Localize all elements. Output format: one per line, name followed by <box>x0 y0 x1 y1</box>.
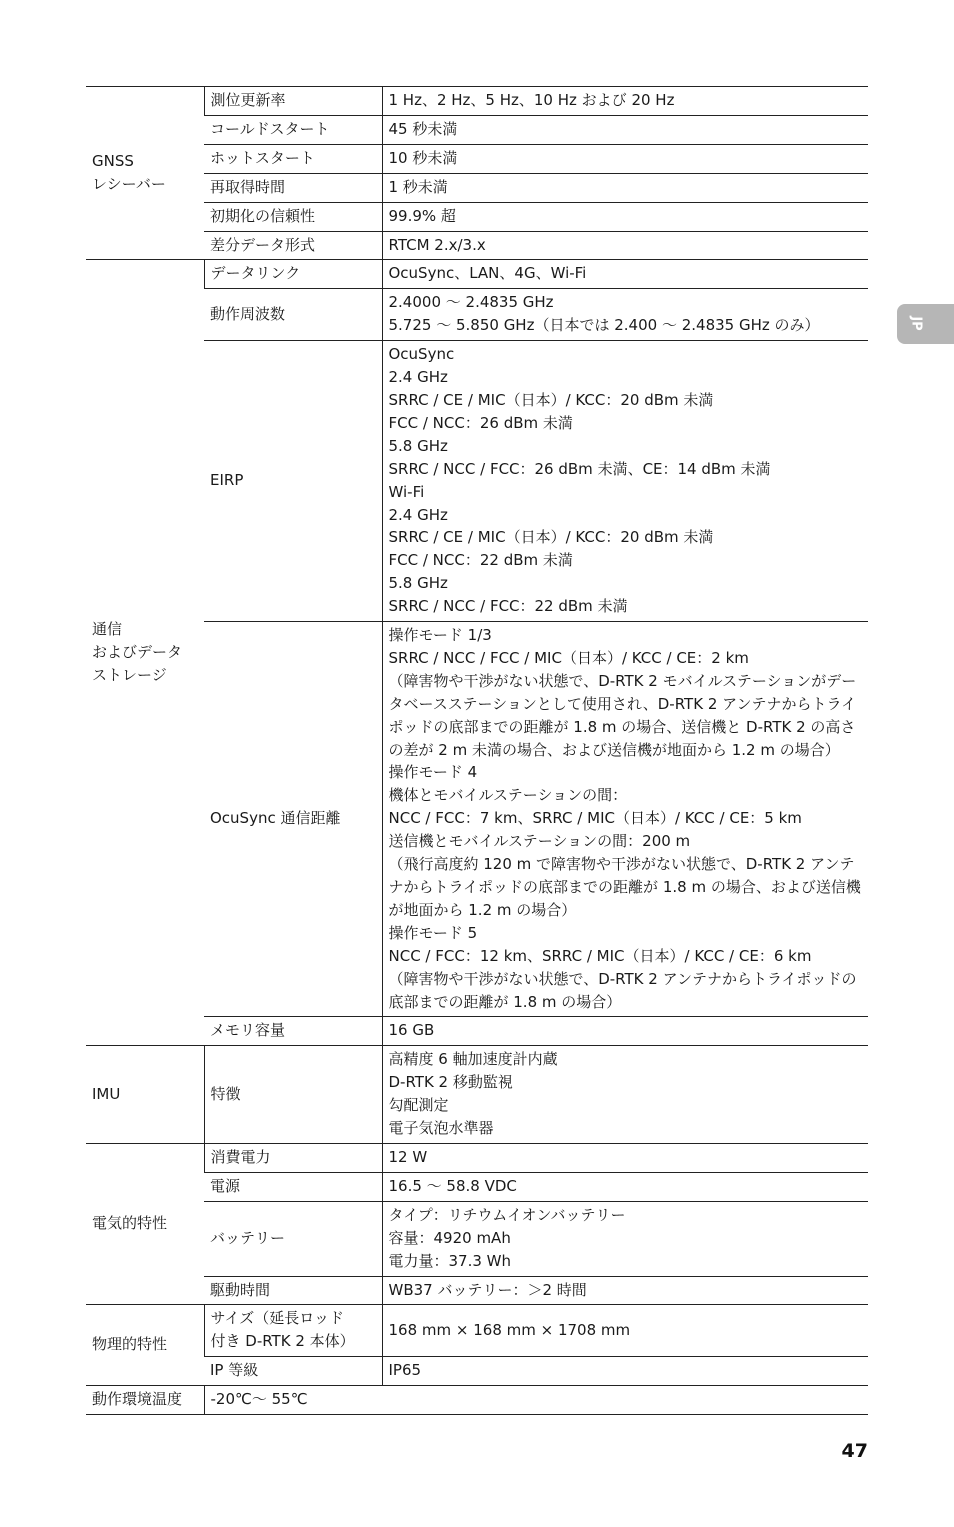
spec-label-cell <box>204 231 382 260</box>
cell-line: 16.5 〜 58.8 VDC <box>388 1176 517 1195</box>
spec-value-cell <box>382 231 868 260</box>
cell-line: コールドスタート <box>210 119 330 138</box>
cell-line: SRRC / NCC / FCC / MIC（日本）/ KCC / CE：2 km <box>388 648 749 667</box>
cell-line: 通信 <box>92 620 123 639</box>
specifications-body <box>86 87 868 1415</box>
table-row <box>86 341 868 622</box>
table-row <box>86 87 868 116</box>
cell-line: タイプ：リチウムイオンバッテリー <box>388 1205 626 1224</box>
spec-value-cell <box>382 115 868 144</box>
cell-line: （障害物や干渉がない状態で、D-RTK 2 モバイルステーションがデータベースステーションとして使用され、D-RTK 2 アンテナからトライポッドの底部までの距離が 1.8 m の場合、送信機と D-RTK 2 の高さの差が 2 m 未満の場合、および送信機が地面から 1.2 m の場合） <box>388 671 857 759</box>
spec-label-cell <box>204 1017 382 1046</box>
cell-line: 操作モード 1/3 <box>388 626 492 645</box>
spec-value-cell <box>382 260 868 289</box>
table-row <box>86 622 868 1017</box>
spec-label-cell <box>204 622 382 1017</box>
category-cell <box>86 1143 204 1304</box>
cell-line: 10 秒未満 <box>388 148 458 167</box>
cell-line: D-RTK 2 移動監視 <box>388 1073 513 1092</box>
cell-line: WB37 バッテリー：＞2 時間 <box>388 1280 587 1299</box>
spec-label-cell <box>204 260 382 289</box>
cell-line: 動作周波数 <box>210 304 286 323</box>
language-side-tab[interactable] <box>897 304 954 344</box>
spec-value-cell <box>382 622 868 1017</box>
cell-line: 駆動時間 <box>210 1280 271 1299</box>
cell-line: 電子気泡水準器 <box>388 1119 494 1138</box>
category-cell <box>86 87 204 260</box>
category-cell <box>86 1046 204 1144</box>
cell-line: RTCM 2.x/3.x <box>388 235 486 254</box>
table-row <box>86 260 868 289</box>
spec-value-cell <box>382 1143 868 1172</box>
cell-line: 5.725 〜 5.850 GHz（日本では 2.400 〜 2.4835 GHz のみ） <box>388 316 820 335</box>
cell-line: 高精度 6 軸加速度計内蔵 <box>388 1050 558 1069</box>
cell-line: バッテリー <box>210 1228 286 1247</box>
table-row <box>86 1017 868 1046</box>
table-row <box>86 1201 868 1276</box>
table-row <box>86 1386 868 1415</box>
spec-value-cell <box>382 1201 868 1276</box>
cell-line: ストレージ <box>92 665 167 684</box>
cell-line: IMU <box>92 1084 121 1103</box>
spec-value-cell <box>382 1172 868 1201</box>
category-cell <box>86 260 204 1046</box>
cell-line: 5.8 GHz <box>388 574 448 593</box>
cell-line: 測位更新率 <box>210 91 286 109</box>
cell-line: 操作モード 4 <box>388 763 478 782</box>
spec-label-cell <box>204 1357 382 1386</box>
cell-line: レシーバー <box>92 174 166 193</box>
cell-line: （障害物や干渉がない状態で、D-RTK 2 アンテナからトライポッドの底部までの距離が 1.8 m の場合） <box>388 969 857 1011</box>
spec-value-cell <box>382 1046 868 1144</box>
cell-line: FCC / NCC：22 dBm 未満 <box>388 551 573 570</box>
table-row <box>86 173 868 202</box>
cell-line: サイズ（延長ロッド <box>210 1309 345 1328</box>
cell-line: 送信機とモバイルステーションの間：200 m <box>388 832 691 851</box>
cell-line: 動作環境温度 <box>92 1390 183 1409</box>
spec-label-cell <box>204 1046 382 1144</box>
cell-line: 2.4000 〜 2.4835 GHz <box>388 293 554 312</box>
spec-value-cell <box>382 289 868 341</box>
cell-line: 物理的特性 <box>92 1335 168 1354</box>
cell-line: ホットスタート <box>210 148 315 167</box>
spec-value-cell <box>382 144 868 173</box>
cell-line: 勾配測定 <box>388 1096 449 1115</box>
cell-line: FCC / NCC：26 dBm 未満 <box>388 413 573 432</box>
table-row <box>86 231 868 260</box>
spec-value-cell <box>382 87 868 116</box>
spec-label-cell <box>204 1305 382 1357</box>
spec-label-cell <box>204 202 382 231</box>
spec-label-cell <box>204 1386 868 1415</box>
cell-line: 消費電力 <box>210 1147 271 1166</box>
table-row <box>86 115 868 144</box>
table-row <box>86 1276 868 1305</box>
spec-value-cell <box>382 173 868 202</box>
cell-line: EIRP <box>210 471 244 490</box>
language-tab-label: JP <box>908 316 924 331</box>
table-row <box>86 1357 868 1386</box>
cell-line: 168 mm × 168 mm × 1708 mm <box>388 1320 631 1339</box>
cell-line: SRRC / CE / MIC（日本）/ KCC：20 dBm 未満 <box>388 528 714 547</box>
spec-label-cell <box>204 289 382 341</box>
spec-value-cell <box>382 1017 868 1046</box>
cell-line: 再取得時間 <box>210 177 286 196</box>
cell-line: メモリ容量 <box>210 1021 286 1040</box>
cell-line: SRRC / NCC / FCC：22 dBm 未満 <box>388 597 628 616</box>
spec-label-cell <box>204 1172 382 1201</box>
table-row <box>86 144 868 173</box>
cell-line: 2.4 GHz <box>388 368 448 387</box>
cell-line: 電源 <box>210 1176 241 1195</box>
spec-label-cell <box>204 115 382 144</box>
cell-line: Wi-Fi <box>388 482 425 501</box>
spec-label-cell <box>204 87 382 116</box>
table-row <box>86 1305 868 1357</box>
cell-line: （飛行高度約 120 m で障害物や干渉がない状態で、D-RTK 2 アンテナからトライポッドの底部までの距離が 1.8 m の場合、および送信機が地面から 1.2 m の場合） <box>388 855 861 919</box>
cell-line: 99.9% 超 <box>388 206 456 225</box>
spec-value-cell <box>382 341 868 622</box>
cell-line: 電力量：37.3 Wh <box>388 1251 512 1270</box>
cell-line: NCC / FCC：12 km、SRRC / MIC（日本）/ KCC / CE：6 km <box>388 946 812 965</box>
spec-label-cell <box>204 1143 382 1172</box>
spec-value-cell <box>382 202 868 231</box>
cell-line: 1 秒未満 <box>388 177 448 196</box>
cell-line: 差分データ形式 <box>210 235 316 254</box>
cell-line: NCC / FCC：7 km、SRRC / MIC（日本）/ KCC / CE：5 km <box>388 809 802 828</box>
table-row <box>86 1046 868 1144</box>
cell-line: 2.4 GHz <box>388 505 448 524</box>
cell-line: 5.8 GHz <box>388 436 448 455</box>
cell-line: -20℃〜 55℃ <box>210 1390 308 1409</box>
cell-line: GNSS <box>92 151 134 170</box>
category-cell <box>86 1305 204 1386</box>
spec-label-cell <box>204 1201 382 1276</box>
category-cell <box>86 1386 204 1415</box>
table-row <box>86 202 868 231</box>
spec-label-cell <box>204 144 382 173</box>
cell-line: 1 Hz、2 Hz、5 Hz、10 Hz および 20 Hz <box>388 91 675 109</box>
cell-line: 容量：4920 mAh <box>388 1228 511 1247</box>
spec-label-cell <box>204 341 382 622</box>
table-row <box>86 1143 868 1172</box>
table-row <box>86 289 868 341</box>
cell-line: 12 W <box>388 1147 428 1166</box>
cell-line: 電気的特性 <box>92 1214 168 1233</box>
cell-line: IP 等級 <box>210 1361 259 1380</box>
spec-value-cell <box>382 1305 868 1357</box>
spec-value-cell <box>382 1276 868 1305</box>
cell-line: OcuSync 通信距離 <box>210 809 341 828</box>
cell-line: 機体とモバイルステーションの間： <box>388 786 628 805</box>
cell-line: およびデータ <box>92 642 183 661</box>
cell-line: 45 秒未満 <box>388 119 458 138</box>
cell-line: 操作モード 5 <box>388 923 478 942</box>
spec-value-cell <box>382 1357 868 1386</box>
cell-line: 特徴 <box>210 1084 241 1103</box>
cell-line: 初期化の信頼性 <box>210 206 316 225</box>
spec-label-cell <box>204 1276 382 1305</box>
cell-line: OcuSync <box>388 345 455 364</box>
specifications-table <box>86 86 868 1415</box>
cell-line: SRRC / CE / MIC（日本）/ KCC：20 dBm 未満 <box>388 390 714 409</box>
page-number: 47 <box>841 1440 868 1462</box>
cell-line: 16 GB <box>388 1021 435 1040</box>
cell-line: IP65 <box>388 1361 422 1380</box>
cell-line: OcuSync、LAN、4G、Wi-Fi <box>388 264 587 283</box>
cell-line: SRRC / NCC / FCC：26 dBm 未満、CE：14 dBm 未満 <box>388 459 771 478</box>
spec-label-cell <box>204 173 382 202</box>
table-row <box>86 1172 868 1201</box>
cell-line: データリンク <box>210 264 301 283</box>
cell-line: 付き D-RTK 2 本体） <box>210 1332 355 1351</box>
